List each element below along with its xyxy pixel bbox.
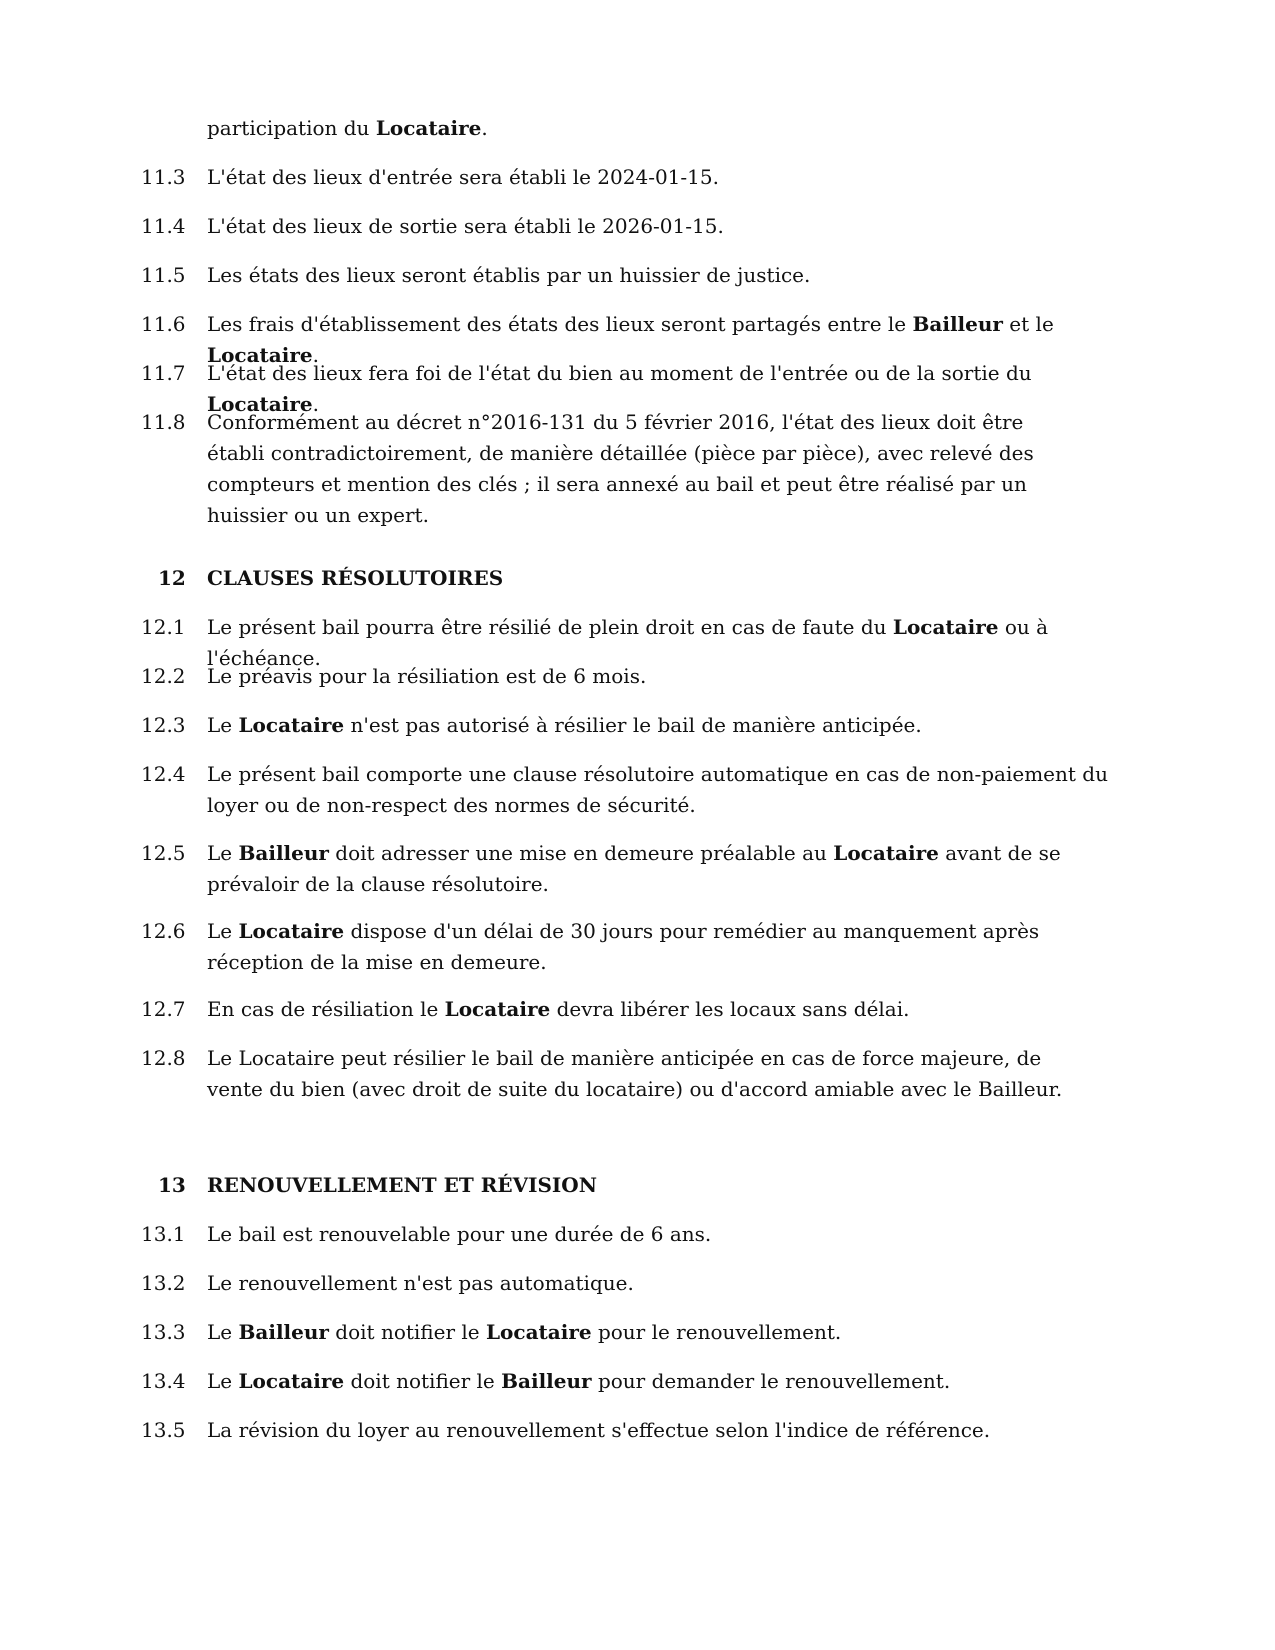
clause-number: 12.6 [141,919,186,943]
clause-number: 11.6 [141,312,186,336]
clause-text: participation du Locataire. [207,116,488,140]
clause-number: 11.7 [141,361,186,385]
clause-number: 12.3 [141,713,186,737]
clause-number: 12.2 [141,664,186,688]
clause-number: 11.8 [141,410,186,434]
clause-text: Le bail est renouvelable pour une durée de 6 ans. [207,1222,712,1246]
clause-text: Les états des lieux seront établis par un huissier de justice. [207,263,811,287]
clause-text: Le Locataire doit notifier le Bailleur pour demander le renouvellement. [207,1369,951,1393]
clause-text: Le Bailleur doit adresser une mise en demeure préalable au Locataire avant de se prévaloir de la clause résolutoire. [207,841,1061,896]
clause-number: 13.5 [141,1418,186,1442]
clause-text: En cas de résiliation le Locataire devra libérer les locaux sans délai. [207,997,910,1021]
clause-text: La révision du loyer au renouvellement s'effectue selon l'indice de référence. [207,1418,991,1442]
section-number: 12 [158,566,186,590]
clause-text: Les frais d'établissement des états des lieux seront partagés entre le Bailleur et le Locataire. [207,312,1054,367]
clause-text: L'état des lieux d'entrée sera établi le 2024-01-15. [207,165,719,189]
clause-number: 12.1 [141,615,186,639]
clause-number: 12.7 [141,997,186,1021]
clause-text: Le Bailleur doit notifier le Locataire pour le renouvellement. [207,1320,842,1344]
clause-number: 12.8 [141,1046,186,1070]
clause-text: Le Locataire peut résilier le bail de manière anticipée en cas de force majeure, de vente du bien (avec droit de suite du locataire) ou d'accord amiable avec le Bailleur. [207,1046,1063,1101]
clause-text: L'état des lieux de sortie sera établi le 2026-01-15. [207,214,724,238]
clause-text: Conformément au décret n°2016-131 du 5 février 2016, l'état des lieux doit être établi contradictoirement, de manière détaillée (pièce par pièce), avec relevé des compteurs et mention des clés ; il sera annexé au bail et peut être réalisé par un huissier ou un expert. [207,410,1034,527]
clause-number: 13.3 [141,1320,186,1344]
clause-number: 11.5 [141,263,186,287]
section-title: CLAUSES RÉSOLUTOIRES [207,566,504,590]
clause-text: Le Locataire dispose d'un délai de 30 jours pour remédier au manquement après réception de la mise en demeure. [207,919,1040,974]
clause-text: Le présent bail pourra être résilié de plein droit en cas de faute du Locataire ou à l'échéance. [207,615,1049,670]
section-title: RENOUVELLEMENT ET RÉVISION [207,1173,597,1197]
clause-number: 13.4 [141,1369,186,1393]
clause-number: 13.1 [141,1222,186,1246]
clause-text: Le Locataire n'est pas autorisé à résilier le bail de manière anticipée. [207,713,922,737]
clause-number: 11.4 [141,214,186,238]
clause-text: L'état des lieux fera foi de l'état du bien au moment de l'entrée ou de la sortie du Locataire. [207,361,1032,416]
clause-number: 12.5 [141,841,186,865]
clause-text: Le préavis pour la résiliation est de 6 mois. [207,664,647,688]
clause-number: 13.2 [141,1271,186,1295]
clause-number: 11.3 [141,165,186,189]
clause-text: Le présent bail comporte une clause résolutoire automatique en cas de non-paiement du loyer ou de non-respect des normes de sécurité. [207,762,1108,817]
clause-number: 12.4 [141,762,186,786]
clause-text: Le renouvellement n'est pas automatique. [207,1271,634,1295]
section-number: 13 [158,1173,186,1197]
